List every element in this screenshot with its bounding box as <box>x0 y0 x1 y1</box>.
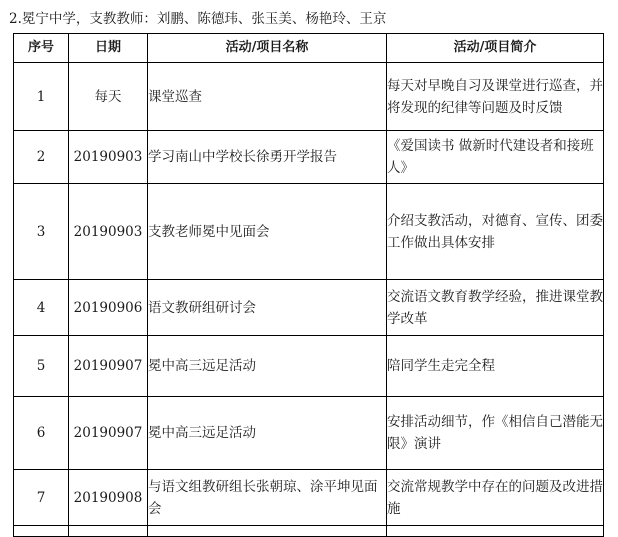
table-row <box>14 280 604 336</box>
table-row <box>14 131 604 184</box>
cell-name: 学习南山中学校长徐勇开学报告 <box>148 131 387 184</box>
page-heading: 2.冕宁中学，支教教师：刘鹏、陈德玮、张玉美、杨艳玲、王京 <box>9 11 387 27</box>
cell-desc: 交流常规教学中存在的问题及改进措施 <box>387 470 604 526</box>
cell-date <box>69 526 148 537</box>
cell-no: 3 <box>14 184 69 280</box>
cell-no: 4 <box>14 280 69 336</box>
table-row <box>14 63 604 131</box>
header-no: 序号 <box>14 34 69 63</box>
cell-name: 语文教研组研讨会 <box>148 280 387 336</box>
cell-desc: 交流语文教育教学经验，推进课堂教学改革 <box>387 280 604 336</box>
cell-name: 支教老师冕中见面会 <box>148 184 387 280</box>
cell-date: 每天 <box>69 63 148 131</box>
cell-no: 1 <box>14 63 69 131</box>
table-header-row <box>14 34 604 63</box>
table-row <box>14 397 604 470</box>
header-desc: 活动/项目简介 <box>387 34 604 63</box>
cell-desc: 安排活动细节，作《相信自己潜能无限》演讲 <box>387 397 604 470</box>
table-row <box>14 470 604 526</box>
cell-desc: 陪同学生走完全程 <box>387 336 604 397</box>
cell-no <box>14 526 69 537</box>
cell-no: 6 <box>14 397 69 470</box>
cell-name: 课堂巡查 <box>148 63 387 131</box>
cell-no: 7 <box>14 470 69 526</box>
table-row <box>14 336 604 397</box>
cell-name: 与语文组教研组长张朝琼、涂平坤见面会 <box>148 470 387 526</box>
cell-name: 冕中高三远足活动 <box>148 336 387 397</box>
table-row-partial <box>14 526 604 537</box>
cell-name <box>148 526 387 537</box>
table-row <box>14 184 604 280</box>
cell-date: 20190906 <box>69 280 148 336</box>
cell-date: 20190908 <box>69 470 148 526</box>
header-name: 活动/项目名称 <box>148 34 387 63</box>
cell-desc <box>387 526 604 537</box>
cell-desc: 每天对早晚自习及课堂进行巡查，并将发现的纪律等问题及时反馈 <box>387 63 604 131</box>
cell-date: 20190903 <box>69 184 148 280</box>
cell-name: 冕中高三远足活动 <box>148 397 387 470</box>
activity-table <box>13 33 604 537</box>
cell-date: 20190907 <box>69 397 148 470</box>
cell-desc: 《爱国读书 做新时代建设者和接班人》 <box>387 131 604 184</box>
cell-no: 5 <box>14 336 69 397</box>
cell-date: 20190903 <box>69 131 148 184</box>
cell-date: 20190907 <box>69 336 148 397</box>
cell-no: 2 <box>14 131 69 184</box>
cell-desc: 介绍支教活动，对德育、宣传、团委工作做出具体安排 <box>387 184 604 280</box>
header-date: 日期 <box>69 34 148 63</box>
